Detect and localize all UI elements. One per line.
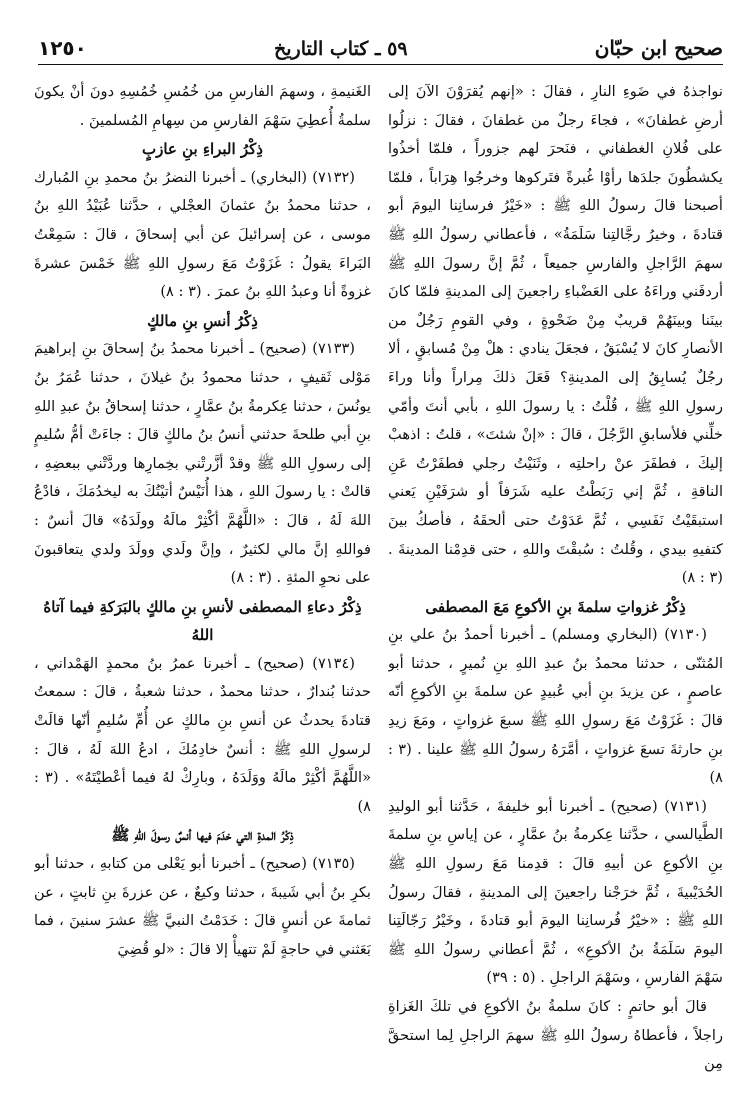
hadith-paragraph: (٧١٣٥) (صحيح) ـ أخبرنا أبو يَعْلى من كتابهِ ، حدثنا أبو بكرِ بنُ أبي شَيبةَ ، حدثنا وكيعٌ ، عن عزرةَ بنِ ثابتٍ ، عن ثمامةَ عن أنسٍ قالَ : خَدَمْتُ النبيَّ ﷺ عشرَ سنينَ ، فما بَعَثني في حاجةٍ لَمْ تتهيأْ إلا قالَ : «لو قُضِيَ (34, 855, 371, 958)
hadith-paragraph: (٧١٣١) (صحيح) ـ أخبرنا أبو خليفةَ ، حَدَّثنا أبو الوليدِ الطَّيالسي ، حدَّثنا عِكرمةُ بنُ عمَّارٍ ، عن إياسِ بنِ سلمةَ بنِ الأكوعِ عن أبيهِ قالَ : قدِمنا مَعَ رسولِ اللهِ ﷺ الحُدَيْبيةَ ، ثُمَّ خرَجْنا راجعينَ إلى المدينةِ ، فقالَ رسولُ اللهِ ﷺ : «خيْرُ فُرسانِنا اليومَ أبو قتادةَ ، وخَيْرُ رَجّالَتِنا اليومَ سَلَمَةُ بنُ الأكوعِ» ، ثُمَّ أعطاني رسولُ اللهِ ﷺ سَهْمَ الفارسِ ، وسَهْمَ الراجلِ . (٥ : ٣٩) (388, 797, 723, 987)
section-heading: ذِكْرُ أنسِ بنِ مالكٍ (147, 311, 258, 330)
page-number: ١٢٥٠ (38, 36, 87, 60)
hadith-paragraph: (٧١٣٣) (صحيح) ـ أخبرنا محمدُ بنُ إسحاقَ بنِ إبراهيمَ مَوْلى ثَقيفٍ ، حدثنا محمودُ بنُ غيلانَ ، حدثنا عُمَرُ بنُ يونُسَ ، حدثنا عِكرمةُ بنُ عمَّارٍ ، حدثنا إسحاقُ بنُ عبدِ اللهِ بنِ أبي طلحةَ حدثني أنسُ بنُ مالكٍ قالَ : جاءَتْ أمُّ سُليمٍ إلى رسولِ اللهِ ﷺ وقدْ أزَّرتْني بخِمارِها وردَّتْني ببعضِهِ ، قالتْ : يا رسولَ اللهِ ، هذا أُنَيْسٌ أتيْتُكَ به ليخدُمَكَ ، فادْعُ اللهَ لَهُ ، قالَ : «اللَّهُمَّ أكْثِرْ مالَهُ وولَدَهُ» قالَ أنسٌ : فواللهِ إنَّ مالي لكثيرٌ ، وإنَّ ولَدي وولَدَ ولدي يتعاقبونَ على نحوِ المئةِ . (٣ : ٨) (34, 340, 371, 587)
section-heading: ذِكْرُ المدةِ التي خدَمَ فيها أنسٌ رسولَ اللهِ ﷺ (111, 826, 294, 845)
hadith-paragraph: قالَ أبو حاتمٍ : كانَ سلمةُ بنُ الأكوعِ في تلكَ الغَزاةِ راجلاً ، فأعطاهُ رسولُ اللهِ ﷺ سهمَ الراجلِ لِما استحقَّ مِن (388, 998, 723, 1073)
section-heading: ذِكْرُ دعاءِ المصطفى لأنسِ بنِ مالكٍ بالبَرَكةِ فيما آتاهُ اللهُ (43, 597, 362, 645)
hadith-paragraph: (٧١٣٤) (صحيح) ـ أخبرنا عمرُ بنُ محمدٍ الهَمْداني ، حدثنا بُندارٌ ، حدثنا محمدٌ ، حدثنا شعبةُ ، قالَ : سمعتُ قتادةَ يحدثُ عن أنسِ بنِ مالكٍ عن أُمِّ سُليمٍ أنّها قالَتْ لرسولِ اللهِ ﷺ : أنسٌ خادِمُكَ ، ادعُ اللهَ لَهُ ، قالَ : «اللَّهُمَّ أكْثِرْ مالَهُ ووَلَدَهُ ، وبارِكْ لهُ فيما أعْطيْتَهُ» . (٣ : ٨) (34, 654, 371, 815)
hadith-paragraph: (٧١٣٠) (البخاري ومسلم) ـ أخبرنا أحمدُ بنُ علي بنِ المُثنّى ، حدثنا محمدُ بنُ عبدِ اللهِ بنِ نُميرٍ ، حدثنا أبو عاصمٍ ، عن يزيدَ بنِ أبي عُبيدٍ عن سلمةَ بنِ الأكوعِ أنّه قالَ : غَزَوْتُ مَعَ رسولِ اللهِ ﷺ سبعَ غزواتٍ ، ومَعَ زيدِ بنِ حارثةَ تسعَ غزواتٍ ، أمَّرَهُ رسولُ اللهِ ﷺ علينا . (٣ : ٨) (388, 626, 723, 787)
section-heading: ذِكْرُ غزواتِ سلمةَ بنِ الأكوعِ مَعَ المصطفى (425, 597, 686, 616)
right-text-column (388, 78, 723, 1092)
chapter-title: ٥٩ ـ كتاب التاريخ (273, 38, 408, 60)
hadith-paragraph: الغَنيمةِ ، وسهمَ الفارسِ من خُمُسِ خُمُسِهِ دونَ أنْ يكونَ سلمةُ أُعطِيَ سَهْمَ الفارسِ من سِهامِ المُسلمينَ . (34, 83, 371, 129)
left-text-column (34, 78, 371, 1092)
page-header (38, 20, 723, 65)
book-title: صحيح ابن حبّان (594, 36, 723, 60)
hadith-paragraph: (٧١٣٢) (البخاري) ـ أخبرنا النضرُ بنُ محمدِ بنِ المُبارك ، حدثنا محمدُ بنُ عثمانَ العجْلي ، حدَّثنا عُبَيْدُ اللهِ بنُ موسى ، عن إسرائيلَ عن أبي إسحاقَ ، قالَ : سَمِعْتُ البَراءَ يقولُ : غَزَوْتُ مَعَ رسولِ اللهِ ﷺ خَمْسَ عشرةَ غزوةً أنا وعبدُ اللهِ بنُ عمرَ . (٣ : ٨) (34, 168, 371, 301)
section-heading: ذِكْرُ البراءِ بنِ عازبٍ (141, 140, 263, 159)
hadith-paragraph: نواجذهُ في ضَوءِ النارِ ، فقالَ : «إنهم يُقرَوْنَ الآنَ إلى أرضِ غطفانَ» ، فجاءَ رجلٌ من غطفانَ ، فقالَ : نزلُوا على فُلانِ الغطفاني ، فنَحرَ لهم جزوراً ، فلمّا أخذُوا يكشطُونَ جلدَها رأوْا غُبرةً فتَركوها وخرجُوا هِرَاباً ، فلمّا أصبحنا قالَ رسولُ اللهِ ﷺ : «خَيْرُ فرسانِنا اليومَ أبو قتادةَ ، وخيرُ رجَّالتِنا سَلَمَةُ» ، فأعطاني رسولُ اللهِ ﷺ سهمَ الرَّاجلِ والفارسِ جميعاً ، ثُمَّ إنَّ رسولَ اللهِ ﷺ أردفَني وراءَهُ على العَضْباءِ راجعينَ إلى المدينةِ فلمّا كانَ بينَنا وبينَهُمْ قريبٌ مِنْ ضَحْوةٍ ، وفي القومِ رَجُلٌ من الأنصارِ كانَ لا يُسْبَقُ ، فجعَلَ ينادي : هلْ مِنْ مُسابقٍ ، ألا رجُلٌ يُسابِقُ إلى المدينةِ؟ فَعَلَ ذلكَ مِراراً وأنا وراءَ رسولِ اللهِ ﷺ ، قُلْتُ : يا رسولَ اللهِ ، بأبي أنتَ وأمّي خلِّني فلأسابقِ الرَّجُلَ ، قالَ : «إنْ شئتَ» ، قلتُ : اذهبْ إليكَ ، فطفَرَ عنْ راحلتِه ، وثَنَيْتُ رجلي فطفَرْتُ عَنِ الناقةِ ، ثُمَّ إني رَبَطْتُ عليه شَرَفاً أو شرَفَيْنِ يَعني استبقَيْتُ نَفَسِي ، ثُمَّ عَدَوْتُ حتى ألحقَهُ ، فأصكُ بينَ كتفيهِ بيدي ، وقُلتُ : سُبقْتَ واللهِ ، حتى قدِمْنا المدينةَ . (٣ : ٨) (388, 83, 723, 587)
